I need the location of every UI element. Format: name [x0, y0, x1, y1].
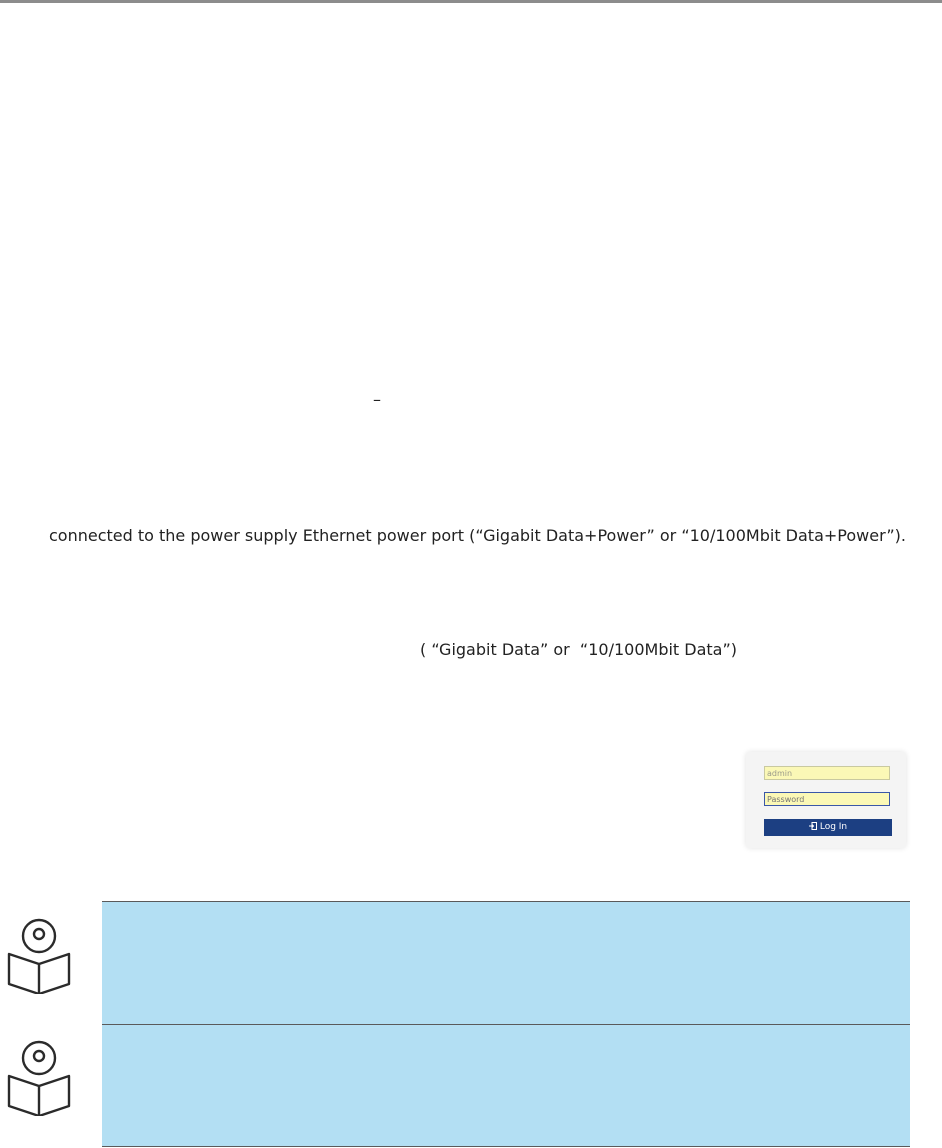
- log-in-label: Log In: [819, 822, 848, 832]
- note-book-icon: [5, 1036, 73, 1116]
- log-in-button[interactable]: [764, 819, 892, 836]
- data-port-paragraph: ( “Gigabit Data” or “10/100Mbit Data”): [420, 640, 738, 659]
- note-book-icon: [5, 914, 73, 994]
- note-box: [102, 901, 910, 1024]
- power-port-paragraph: connected to the power supply Ethernet power port (“Gigabit Data+Power” or “10/100Mbit Data+Power”).: [49, 526, 906, 545]
- username-input[interactable]: [764, 766, 890, 780]
- login-widget: [746, 752, 906, 848]
- dash-fragment: –: [373, 390, 381, 409]
- password-input[interactable]: [764, 792, 890, 806]
- top-rule: [0, 0, 942, 3]
- log-in-icon: [809, 822, 817, 830]
- note-box: [102, 1024, 910, 1147]
